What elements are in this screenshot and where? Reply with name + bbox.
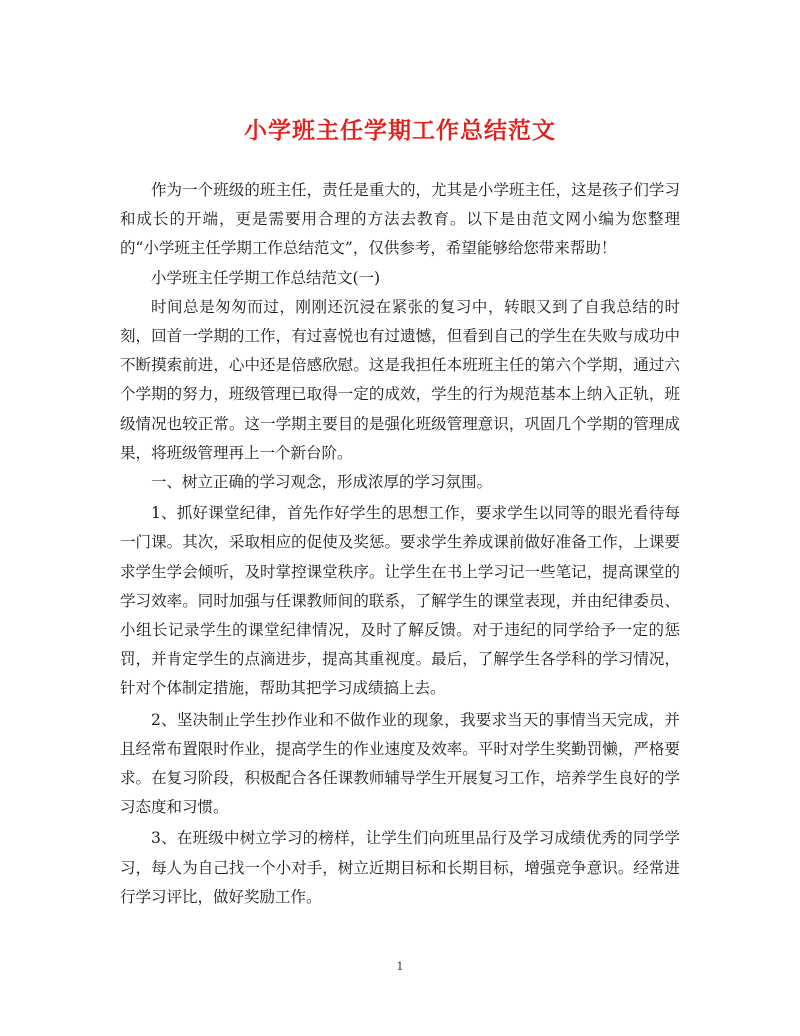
section-heading: 小学班主任学期工作总结范文(一) (151, 268, 381, 287)
document-body (120, 176, 680, 912)
body-paragraph: 时间总是匆匆而过，刚刚还沉浸在紧张的复习中，转眼又到了自我总结的时刻，回首一学期的工作，有过喜悦也有过遗憾，但看到自己的学生在失败与成功中不断摸索前进，心中还是倍感欣慰。这是我担任本班班主任的第六个学期，通过六个学期的努力，班级管理已取得一定的成效，学生的行为规范基本上纳入正轨，班级情况也较正常。这一学期主要目的是强化班级管理意识，巩固几个学期的管理成果，将班级管理再上一个新台阶。 (120, 297, 680, 462)
body-paragraph: 3、在班级中树立学习的榜样，让学生们向班里品行及学习成绩优秀的同学学习，每人为自己找一个小对手，树立近期目标和长期目标，增强竞争意识。经常进行学习评比，做好奖励工作。 (120, 829, 680, 906)
subsection-heading: 一、树立正确的学习观念，形成浓厚的学习氛围。 (151, 473, 493, 492)
document-title: 小学班主任学期工作总结范文 (244, 117, 556, 144)
intro-paragraph: 作为一个班级的班主任，责任是重大的，尤其是小学班主任，这是孩子们学习和成长的开端，更是需要用合理的方法去教育。以下是由范文网小编为您整理的“小学班主任学期工作总结范文”，仅供参考，希望能够给您带来帮助！ (120, 181, 680, 258)
page-number: 1 (396, 960, 404, 973)
body-paragraph: 2、坚决制止学生抄作业和不做作业的现象，我要求当天的事情当天完成，并且经常布置限时作业，提高学生的作业速度及效率。平时对学生奖勤罚懒，严格要求。在复习阶段，积极配合各任课教师辅导学生开展复习工作，培养学生良好的学习态度和习惯。 (120, 710, 680, 817)
body-paragraph: 1、抓好课堂纪律，首先作好学生的思想工作，要求学生以同等的眼光看待每一门课。其次，采取相应的促使及奖惩。要求学生养成课前做好准备工作，上课要求学生学会倾听，及时掌控课堂秩序。让学生在书上学习记一些笔记，提高课堂的学习效率。同时加强与任课教师间的联系，了解学生的课堂表现，并由纪律委员、小组长记录学生的课堂纪律情况，及时了解反馈。对于违纪的同学给予一定的惩罚，并肯定学生的点滴进步，提高其重视度。最后，了解学生各学科的学习情况，针对个体制定措施，帮助其把学习成绩搞上去。 (120, 504, 680, 698)
